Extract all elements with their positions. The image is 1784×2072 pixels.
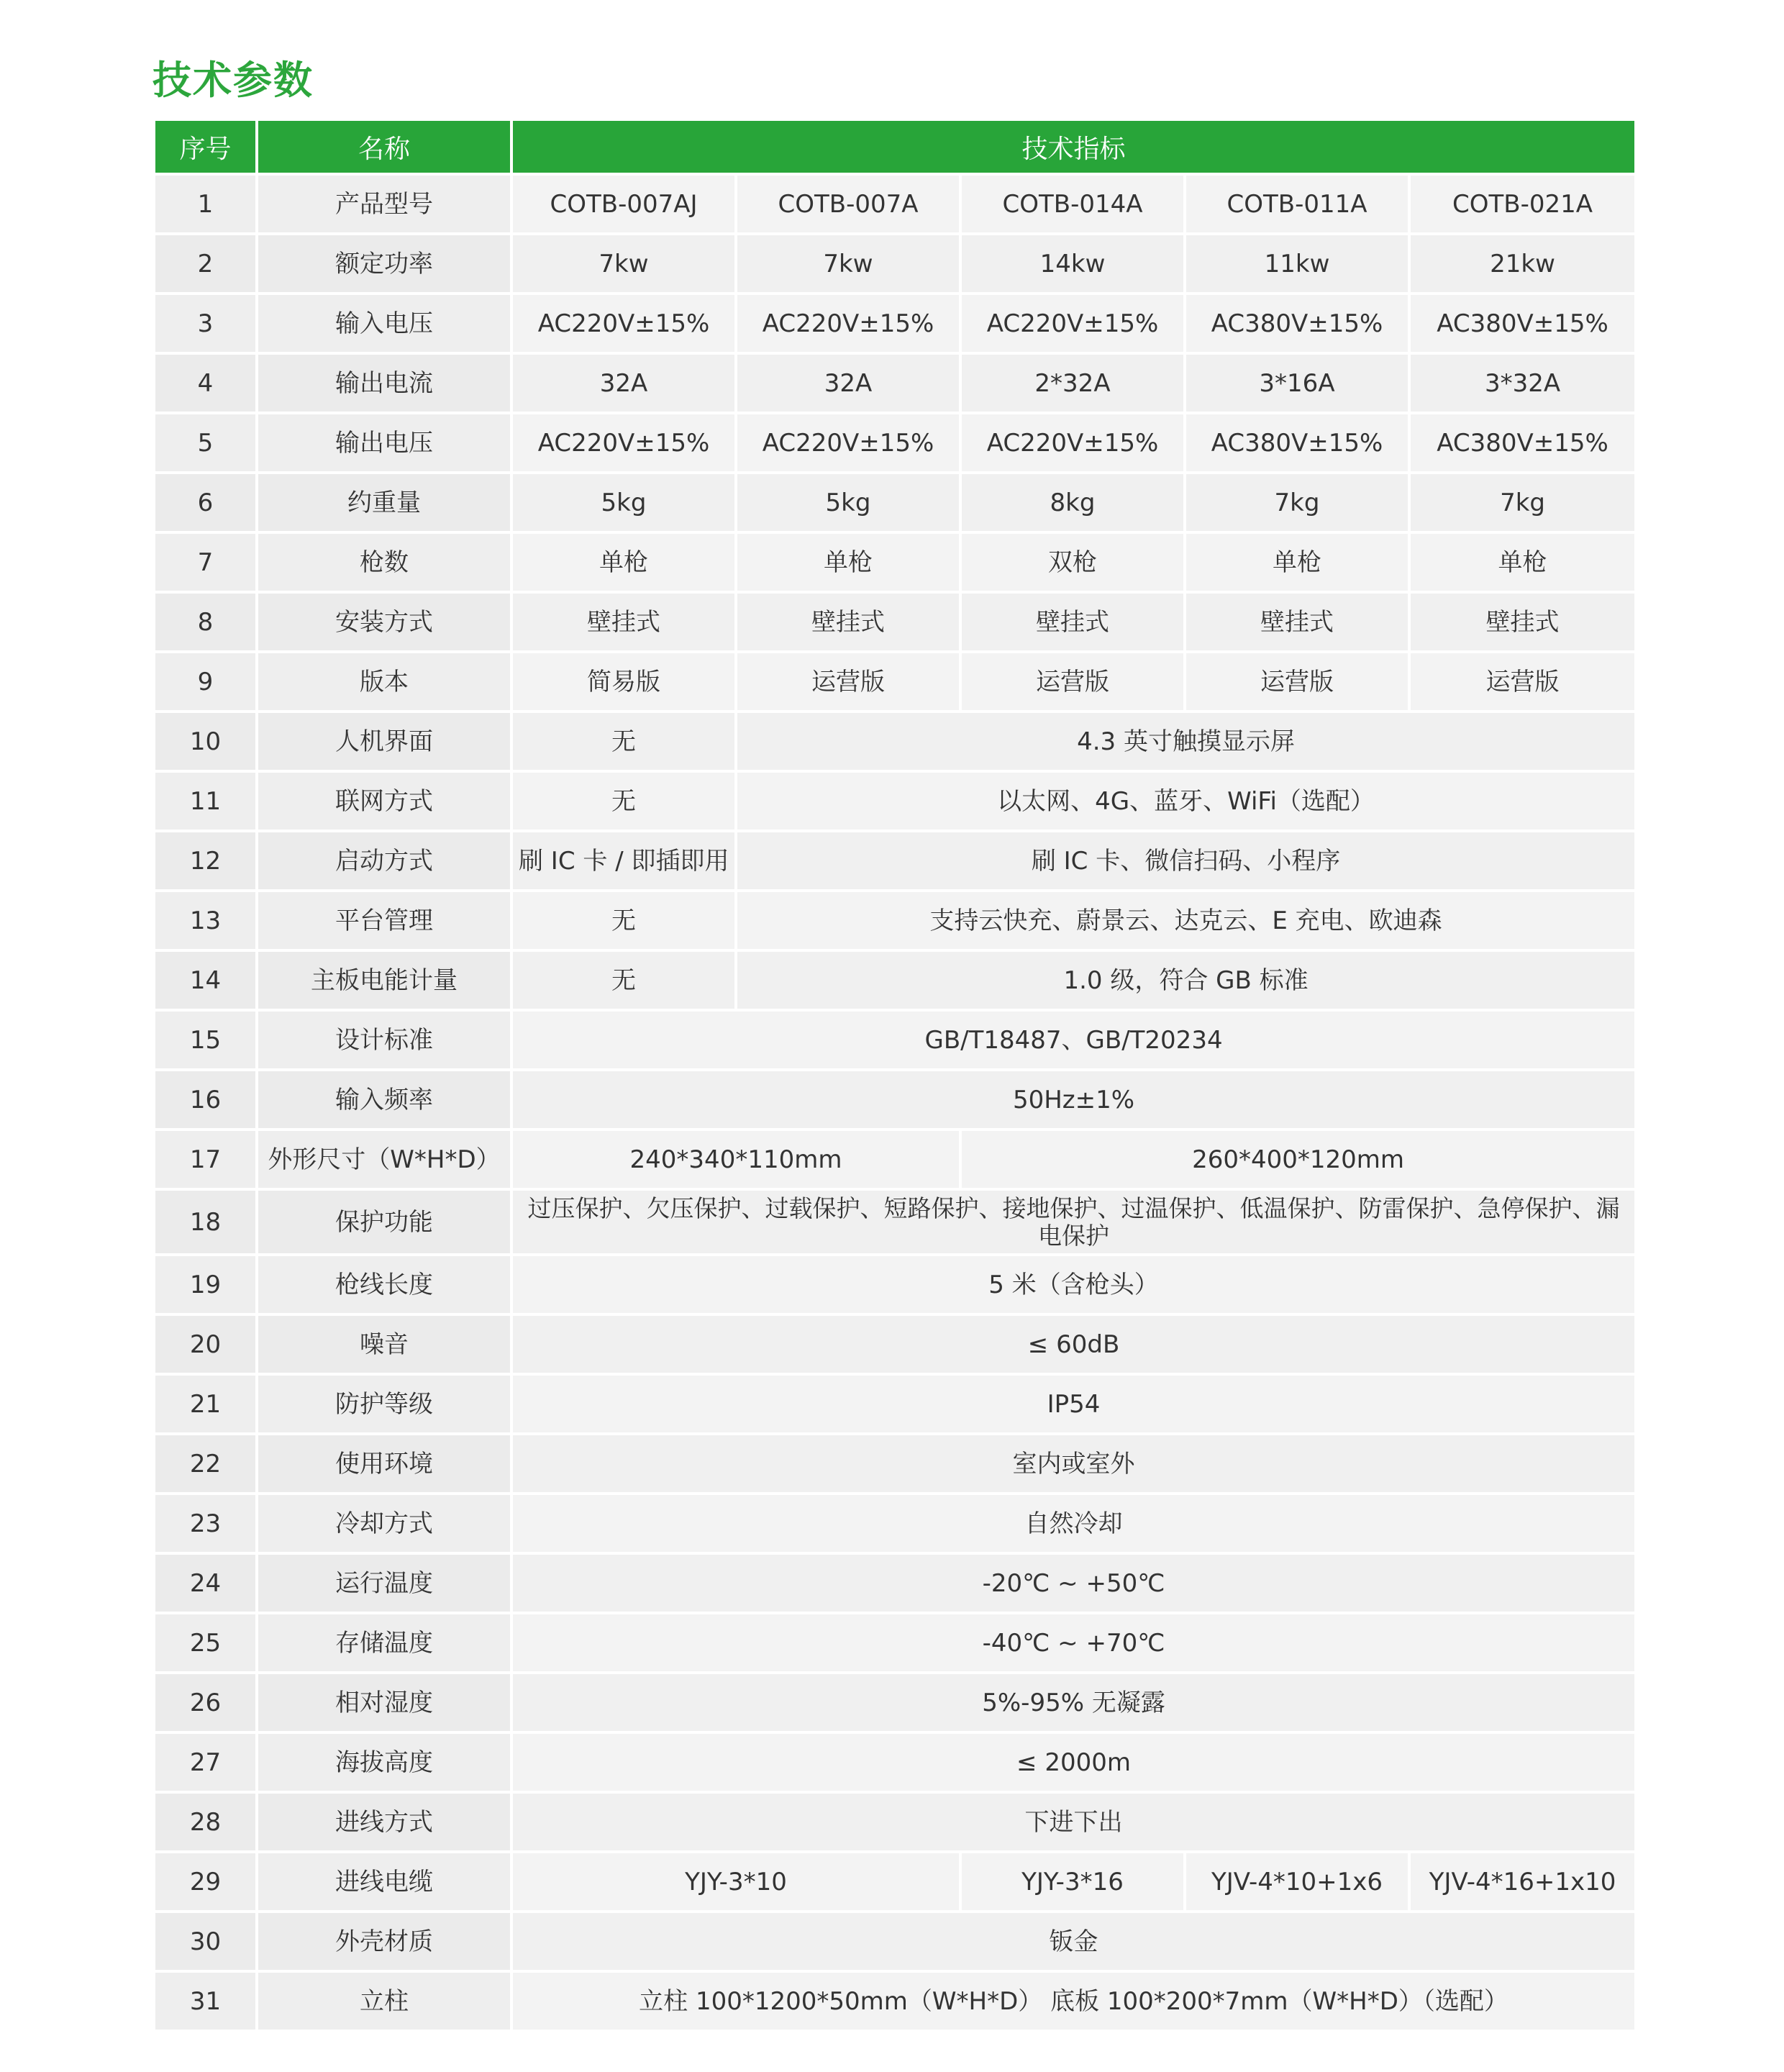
cell-value: ≤ 2000m [511, 1732, 1634, 1792]
cell-value: AC220V±15% [960, 294, 1185, 353]
cell-value: 钣金 [511, 1912, 1634, 1971]
row-number: 28 [155, 1792, 257, 1852]
header-spec: 技术指标 [511, 121, 1634, 174]
cell-value: 3*16A [1185, 353, 1409, 413]
table-row [155, 1070, 1634, 1130]
cell-value: 4.3 英寸触摸显示屏 [736, 712, 1634, 771]
row-number: 3 [155, 294, 257, 353]
cell-value: 壁挂式 [1185, 592, 1409, 652]
cell-value: 自然冷却 [511, 1494, 1634, 1553]
cell-value: 7kw [511, 234, 736, 294]
cell-value: 11kw [1185, 234, 1409, 294]
cell-value: 5%-95% 无凝露 [511, 1673, 1634, 1732]
cell-value: 32A [511, 353, 736, 413]
row-number: 18 [155, 1189, 257, 1255]
row-number: 6 [155, 473, 257, 532]
cell-value: 下进下出 [511, 1792, 1634, 1852]
table-row [155, 1255, 1634, 1314]
row-number: 9 [155, 652, 257, 712]
table-row [155, 532, 1634, 592]
table-row [155, 294, 1634, 353]
table-row [155, 712, 1634, 771]
table-row [155, 652, 1634, 712]
table-header [155, 121, 1634, 174]
row-name: 枪线长度 [257, 1255, 511, 1314]
row-number: 17 [155, 1130, 257, 1189]
cell-value: AC220V±15% [736, 294, 960, 353]
cell-value: 8kg [960, 473, 1185, 532]
table-row [155, 234, 1634, 294]
cell-value: AC380V±15% [1409, 294, 1634, 353]
row-name: 进线方式 [257, 1792, 511, 1852]
table-row [155, 1494, 1634, 1553]
cell-value: 刷 IC 卡 / 即插即用 [511, 831, 736, 891]
row-name: 额定功率 [257, 234, 511, 294]
table-row [155, 1553, 1634, 1613]
cell-value: YJY-3*10 [511, 1852, 960, 1912]
table-row [155, 413, 1634, 473]
cell-value: -40℃ ~ +70℃ [511, 1613, 1634, 1673]
row-name: 设计标准 [257, 1010, 511, 1070]
row-number: 13 [155, 891, 257, 950]
row-number: 14 [155, 950, 257, 1010]
cell-value: 7kg [1409, 473, 1634, 532]
row-number: 1 [155, 174, 257, 234]
row-number: 7 [155, 532, 257, 592]
cell-value: 单枪 [1409, 532, 1634, 592]
row-name: 主板电能计量 [257, 950, 511, 1010]
row-name: 防护等级 [257, 1374, 511, 1434]
header-name: 名称 [257, 121, 511, 174]
cell-value: 5kg [511, 473, 736, 532]
row-number: 5 [155, 413, 257, 473]
row-number: 29 [155, 1852, 257, 1912]
row-name: 存储温度 [257, 1613, 511, 1673]
cell-value: COTB-011A [1185, 174, 1409, 234]
row-number: 20 [155, 1314, 257, 1374]
cell-value: COTB-021A [1409, 174, 1634, 234]
cell-value: AC380V±15% [1409, 413, 1634, 473]
row-number: 22 [155, 1434, 257, 1494]
table-row [155, 1732, 1634, 1792]
cell-value: 简易版 [511, 652, 736, 712]
cell-value: GB/T18487、GB/T20234 [511, 1010, 1634, 1070]
cell-value: 壁挂式 [1409, 592, 1634, 652]
row-number: 11 [155, 771, 257, 831]
row-name: 噪音 [257, 1314, 511, 1374]
cell-value: AC380V±15% [1185, 413, 1409, 473]
row-number: 30 [155, 1912, 257, 1971]
table-row [155, 1971, 1634, 2030]
cell-value: 50Hz±1% [511, 1070, 1634, 1130]
row-name: 约重量 [257, 473, 511, 532]
cell-value: IP54 [511, 1374, 1634, 1434]
table-row [155, 1314, 1634, 1374]
row-name: 平台管理 [257, 891, 511, 950]
header-no: 序号 [155, 121, 257, 174]
table-row [155, 473, 1634, 532]
row-name: 输入电压 [257, 294, 511, 353]
cell-value: COTB-007A [736, 174, 960, 234]
section-title: 技术参数 [153, 58, 314, 103]
cell-value: 以太网、4G、蓝牙、WiFi（选配） [736, 771, 1634, 831]
table-row [155, 1852, 1634, 1912]
table-row [155, 771, 1634, 831]
row-number: 16 [155, 1070, 257, 1130]
cell-value: AC220V±15% [511, 294, 736, 353]
table-row [155, 1130, 1634, 1189]
row-number: 23 [155, 1494, 257, 1553]
row-name: 外壳材质 [257, 1912, 511, 1971]
cell-value: COTB-014A [960, 174, 1185, 234]
row-name: 保护功能 [257, 1189, 511, 1255]
row-name: 进线电缆 [257, 1852, 511, 1912]
cell-value: 运营版 [1185, 652, 1409, 712]
cell-value: 无 [511, 891, 736, 950]
cell-value: 无 [511, 712, 736, 771]
table-row [155, 1912, 1634, 1971]
table-row [155, 174, 1634, 234]
cell-value: AC220V±15% [511, 413, 736, 473]
row-number: 4 [155, 353, 257, 413]
table-row [155, 1613, 1634, 1673]
row-number: 24 [155, 1553, 257, 1613]
cell-value: 3*32A [1409, 353, 1634, 413]
table-row [155, 1189, 1634, 1255]
cell-value: 运营版 [960, 652, 1185, 712]
row-name: 冷却方式 [257, 1494, 511, 1553]
table-row [155, 1374, 1634, 1434]
cell-value: COTB-007AJ [511, 174, 736, 234]
cell-value: 室内或室外 [511, 1434, 1634, 1494]
table-row [155, 1010, 1634, 1070]
cell-value: 5kg [736, 473, 960, 532]
row-name: 立柱 [257, 1971, 511, 2030]
row-number: 8 [155, 592, 257, 652]
row-name: 安装方式 [257, 592, 511, 652]
cell-value: 单枪 [736, 532, 960, 592]
cell-value: AC380V±15% [1185, 294, 1409, 353]
cell-value: YJV-4*10+1x6 [1185, 1852, 1409, 1912]
cell-value: -20℃ ~ +50℃ [511, 1553, 1634, 1613]
row-name: 海拔高度 [257, 1732, 511, 1792]
row-number: 2 [155, 234, 257, 294]
row-name: 枪数 [257, 532, 511, 592]
cell-value: 壁挂式 [511, 592, 736, 652]
row-number: 19 [155, 1255, 257, 1314]
row-number: 31 [155, 1971, 257, 2030]
cell-value: 壁挂式 [960, 592, 1185, 652]
cell-value: 无 [511, 950, 736, 1010]
cell-value: 260*400*120mm [960, 1130, 1634, 1189]
row-number: 12 [155, 831, 257, 891]
cell-value: 运营版 [1409, 652, 1634, 712]
row-name: 启动方式 [257, 831, 511, 891]
cell-value: ≤ 60dB [511, 1314, 1634, 1374]
spec-table [155, 121, 1634, 2030]
cell-value: 立柱 100*1200*50mm（W*H*D） 底板 100*200*7mm（W*H*D）（选配） [511, 1971, 1634, 2030]
cell-value: 7kg [1185, 473, 1409, 532]
table-row [155, 1434, 1634, 1494]
table-row [155, 1792, 1634, 1852]
cell-value: 无 [511, 771, 736, 831]
table-body [155, 174, 1634, 2030]
row-number: 25 [155, 1613, 257, 1673]
cell-value: 壁挂式 [736, 592, 960, 652]
cell-value: 7kw [736, 234, 960, 294]
row-name: 产品型号 [257, 174, 511, 234]
cell-value: YJV-4*16+1x10 [1409, 1852, 1634, 1912]
row-name: 版本 [257, 652, 511, 712]
cell-value: 单枪 [511, 532, 736, 592]
cell-value: 刷 IC 卡、微信扫码、小程序 [736, 831, 1634, 891]
cell-value: 240*340*110mm [511, 1130, 960, 1189]
row-name: 运行温度 [257, 1553, 511, 1613]
row-name: 人机界面 [257, 712, 511, 771]
cell-value: 5 米（含枪头） [511, 1255, 1634, 1314]
cell-value: 1.0 级，符合 GB 标准 [736, 950, 1634, 1010]
cell-value: 双枪 [960, 532, 1185, 592]
table-row [155, 891, 1634, 950]
cell-value: 32A [736, 353, 960, 413]
cell-value: AC220V±15% [736, 413, 960, 473]
cell-value: 运营版 [736, 652, 960, 712]
row-number: 27 [155, 1732, 257, 1792]
table-row [155, 1673, 1634, 1732]
row-name: 输出电压 [257, 413, 511, 473]
cell-value: 14kw [960, 234, 1185, 294]
cell-value: 2*32A [960, 353, 1185, 413]
cell-value: 21kw [1409, 234, 1634, 294]
table-row [155, 950, 1634, 1010]
cell-value: 支持云快充、蔚景云、达克云、E 充电、欧迪森 [736, 891, 1634, 950]
row-name: 外形尺寸（W*H*D） [257, 1130, 511, 1189]
cell-value: YJY-3*16 [960, 1852, 1185, 1912]
row-name: 输入频率 [257, 1070, 511, 1130]
cell-value: AC220V±15% [960, 413, 1185, 473]
table-row [155, 592, 1634, 652]
row-number: 21 [155, 1374, 257, 1434]
cell-value: 单枪 [1185, 532, 1409, 592]
row-name: 输出电流 [257, 353, 511, 413]
row-number: 10 [155, 712, 257, 771]
table-row [155, 831, 1634, 891]
row-number: 15 [155, 1010, 257, 1070]
row-number: 26 [155, 1673, 257, 1732]
row-name: 联网方式 [257, 771, 511, 831]
cell-value: 过压保护、欠压保护、过载保护、短路保护、接地保护、过温保护、低温保护、防雷保护、急停保护、漏电保护 [511, 1189, 1634, 1255]
row-name: 使用环境 [257, 1434, 511, 1494]
header-row [155, 121, 1634, 174]
row-name: 相对湿度 [257, 1673, 511, 1732]
table-row [155, 353, 1634, 413]
